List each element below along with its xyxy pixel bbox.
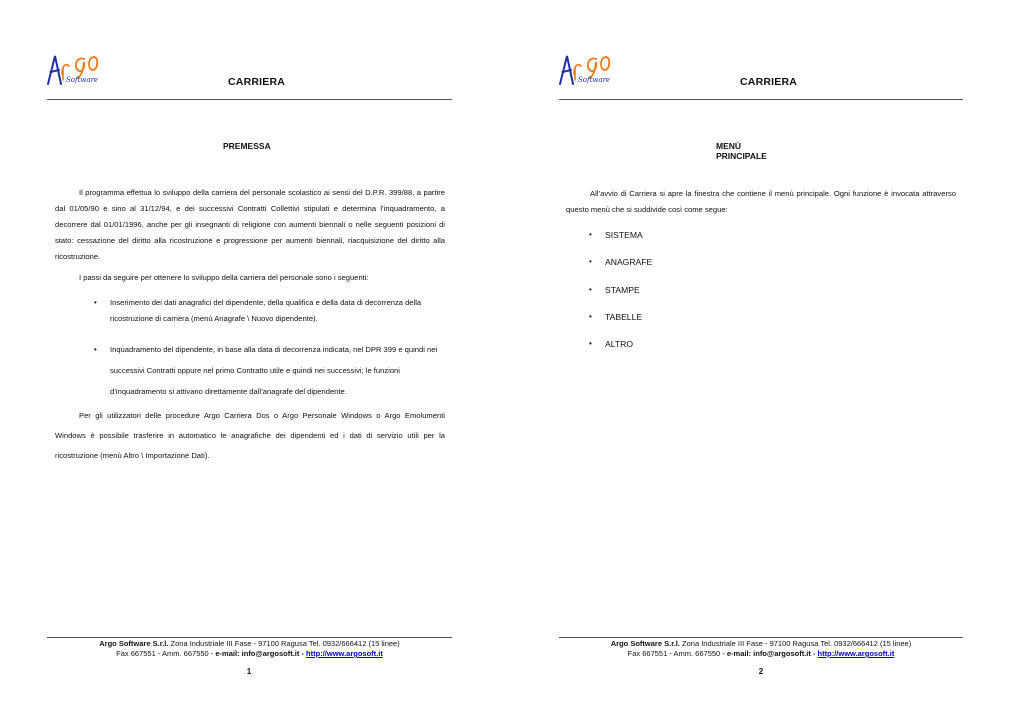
logo-subtext: Software (66, 76, 99, 84)
menu-item-tabelle: • TABELLE (589, 309, 789, 336)
menu-item-altro: • ALTRO (589, 336, 789, 363)
closing-text: Per gli utilizzatori delle procedure Argo Carriera Dos o Argo Personale Windows o Argo Emolumenti Windows è possibile trasferire in automatico le anagrafiche dei dipendenti ed i dati di servizio utili per la ricostruzione (menù Altro \ Importazione Dati). (55, 411, 445, 460)
section-title-menu-principale: MENÙ PRINCIPALE (716, 141, 767, 161)
footer-fax: Fax 667551 - Amm. 667550 - (116, 649, 216, 658)
footer-address: Zona Industriale III Fase - 97100 Ragusa Tel. 0932/666412 (15 linee) (679, 639, 912, 648)
steps-intro-text: I passi da seguire per ottenere lo sviluppo della carriera del personale sono i seguenti: (79, 273, 369, 282)
menu-item-stampe: • STAMPE (589, 282, 789, 309)
list-item: • Inserimento dei dati anagrafici del dipendente, della qualifica e della data di decorrenza della ricostruzione di carriera (menù Anagrafe \ Nuovo dipendente). (92, 295, 446, 327)
list-item: • Inquadramento del dipendente, in base alla data di decorrenza indicata, nel DPR 399 e quindi nei successivi Contratti oppure nel primo Contratto utile e quindi nei successivi; le funzioni d’inquadramento si attivano direttamente dall’anagrafe del dipendente. (92, 339, 446, 402)
footer-fax: Fax 667551 - Amm. 667550 - (627, 649, 727, 658)
page-number: 2 (758, 667, 764, 676)
argo-software-logo (558, 50, 620, 88)
menu-item-anagrafe: • ANAGRAFE (589, 254, 789, 281)
footer-divider (559, 637, 963, 638)
footer-website-link[interactable]: http://www.argosoft.it (817, 649, 895, 658)
section-title-premessa: PREMESSA (223, 141, 271, 151)
footer-company: Argo Software S.r.l. (99, 639, 169, 648)
footer (559, 639, 963, 659)
menu-item-sistema: • SISTEMA (589, 227, 789, 254)
header-title: CARRIERA (228, 76, 286, 88)
logo-subtext: Software (578, 76, 611, 84)
header-title: CARRIERA (740, 76, 798, 88)
footer-company: Argo Software S.r.l. (610, 639, 680, 648)
main-menu-list (589, 227, 789, 363)
footer-address: Zona Industriale III Fase - 97100 Ragusa Tel. 0932/666412 (15 linee) (168, 639, 400, 648)
intro-text: Il programma effettua lo sviluppo della carriera del personale scolastico ai sensi del D.P.R. 399/88, a partire dal 01/05/90 e sino al 31/12/94, e dei successivi Contratti Collettivi stipulati e determina l’inquadramento, a decorrere dal 01/01/1996, anche per gli insegnanti di religione con aumenti biennali o nelle seguenti posizioni di stato: cessazione del diritto alla ricostruzione e progressione per aumenti biennali, riacquisizione del diritto alla ricostruzione. (55, 188, 445, 261)
page-number: 1 (246, 667, 252, 676)
footer-email: e-mail: info@argosoft.it - (726, 649, 818, 658)
footer-website-link[interactable]: http://www.argosoft.it (306, 649, 383, 658)
header-divider (559, 99, 963, 100)
menu-intro-text: All’avvio di Carriera si apre la finestra che contiene il menù principale. Ogni funzione è invocata attraverso questo menù che si suddivide così come segue: (566, 189, 956, 214)
menu-intro-paragraph (566, 186, 956, 218)
footer-email: e-mail: info@argosoft.it - (215, 649, 307, 658)
